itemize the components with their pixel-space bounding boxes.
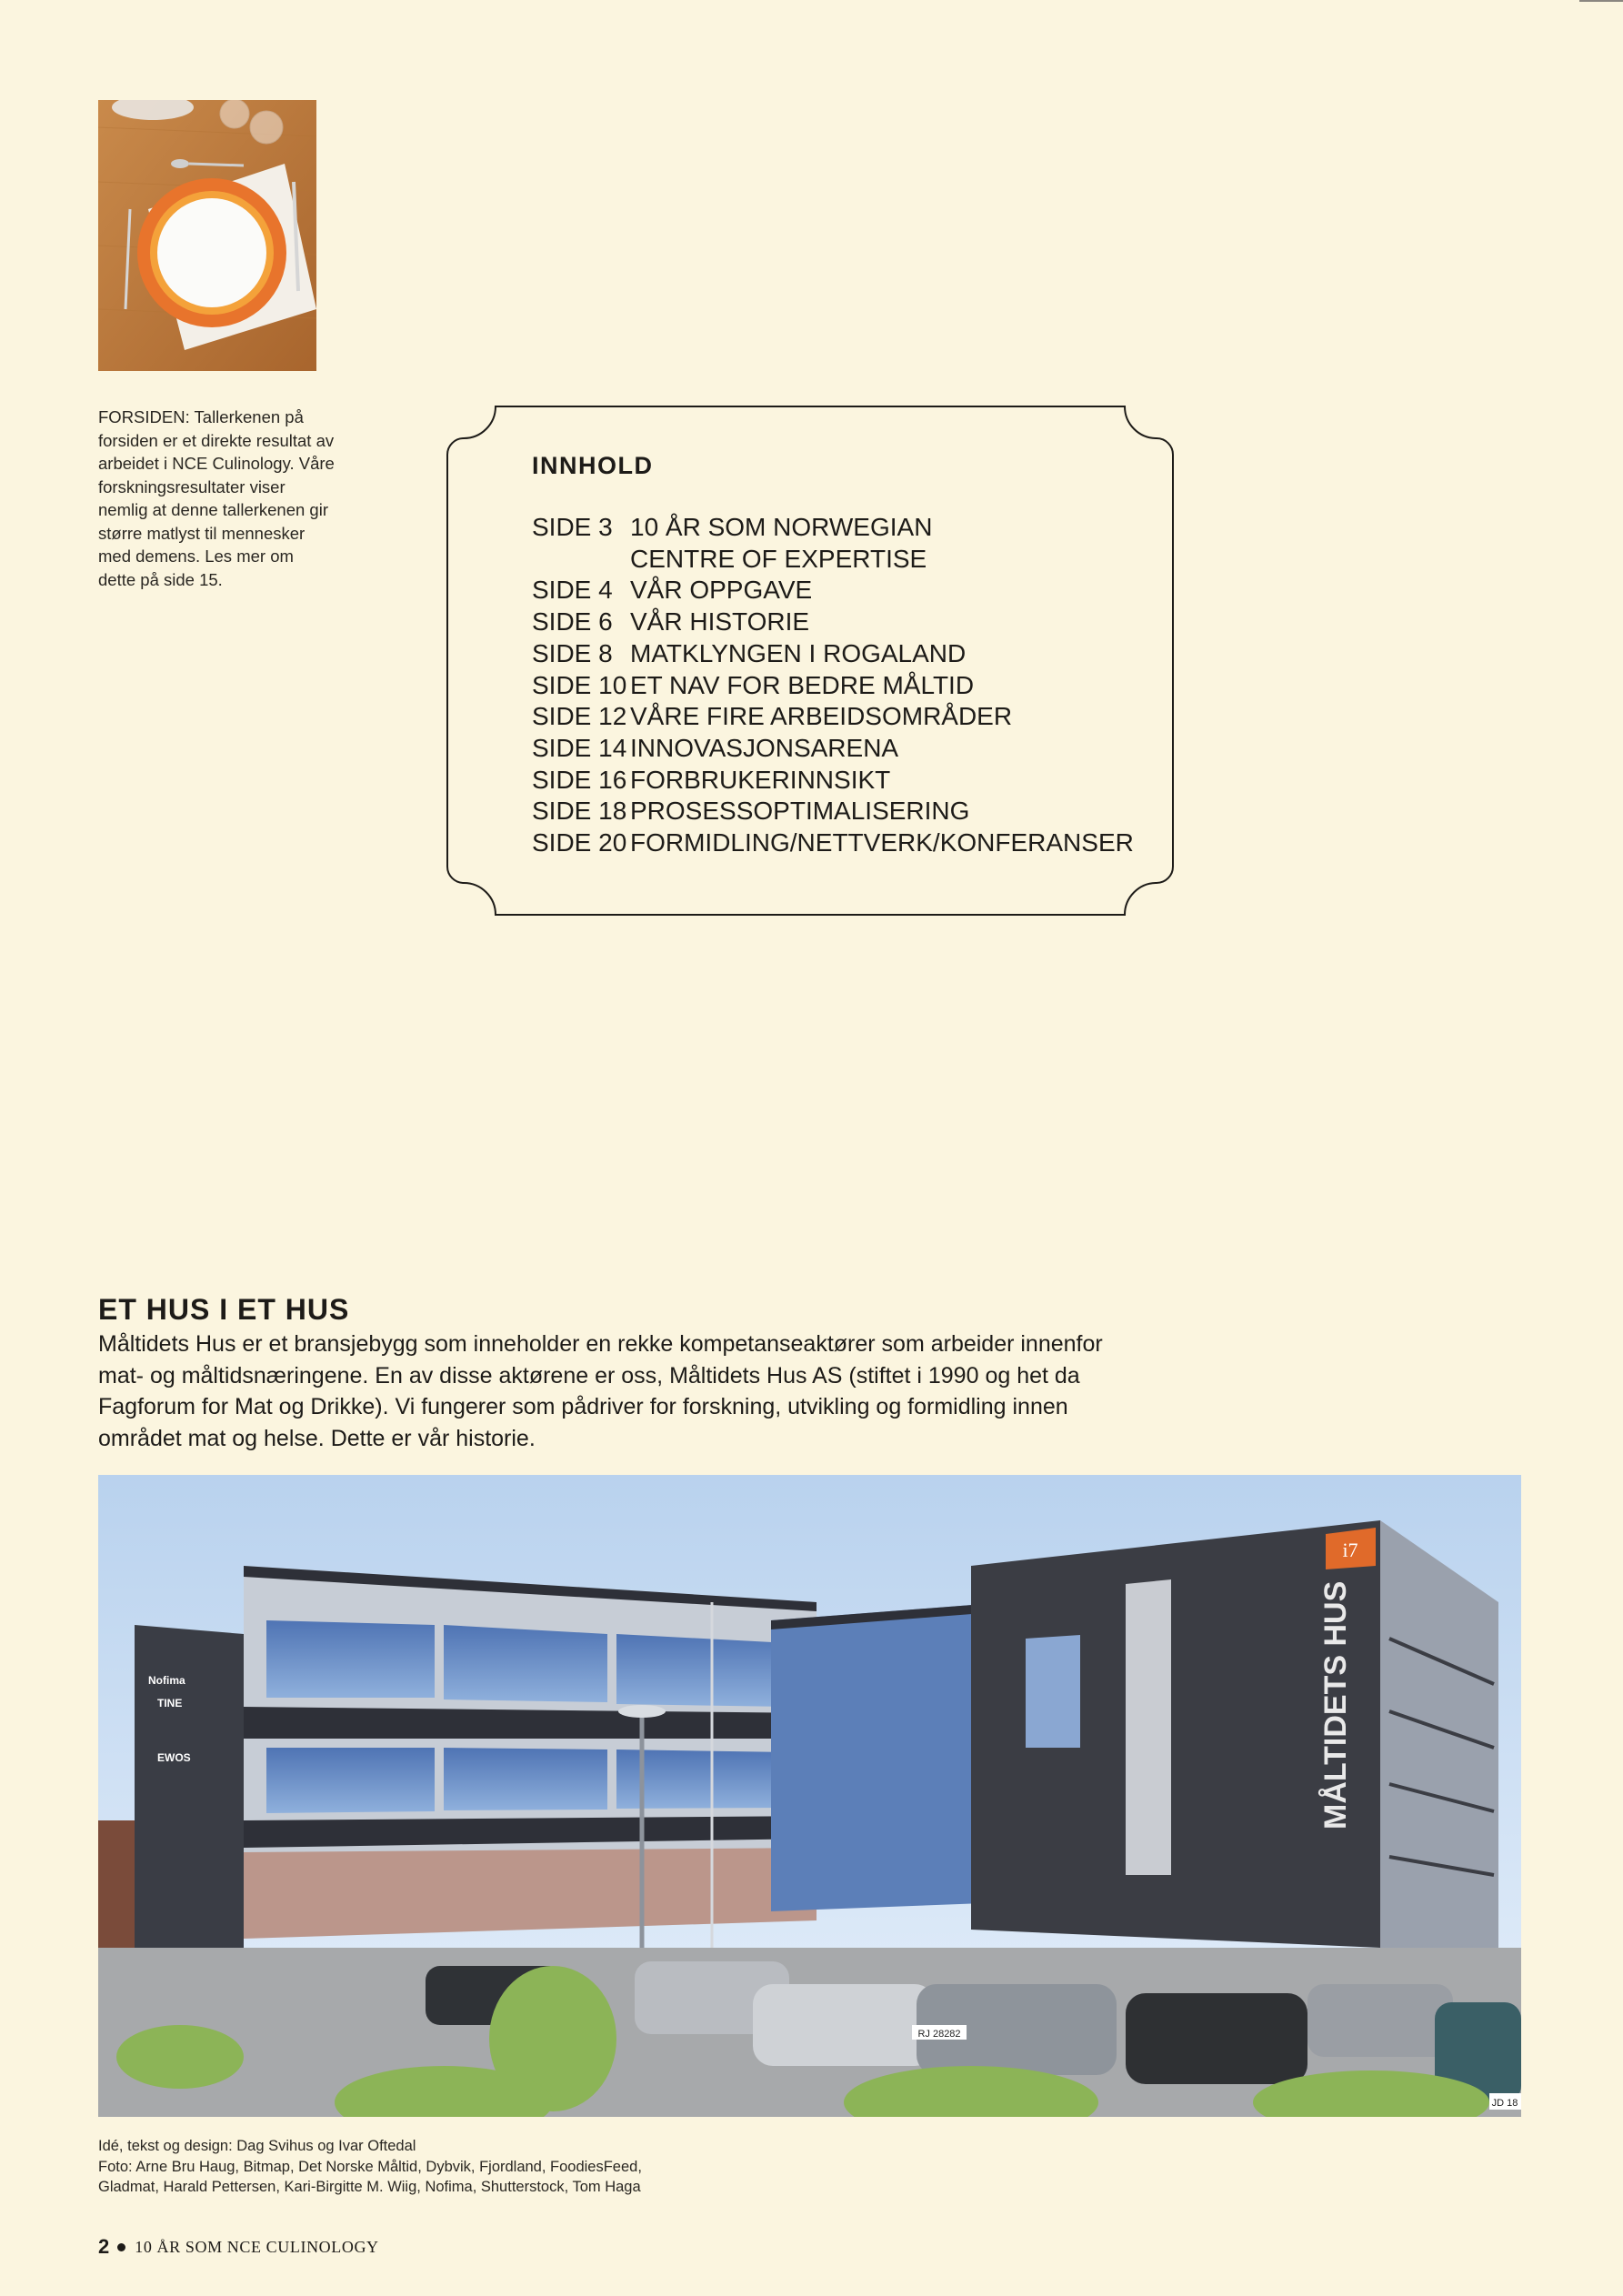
toc-item-page: SIDE 14 bbox=[532, 733, 627, 762]
toc-item-page: SIDE 18 bbox=[532, 797, 627, 826]
toc-item-page: SIDE 8 bbox=[532, 638, 613, 667]
toc-item bbox=[532, 670, 1134, 702]
toc-item-page: SIDE 10 bbox=[532, 670, 627, 699]
toc-item-title: VÅRE FIRE ARBEIDSOMRÅDER bbox=[630, 702, 1013, 731]
cover-photo bbox=[98, 100, 316, 371]
publication-title: 10 ÅR SOM NCE CULINOLOGY bbox=[135, 2237, 379, 2256]
toc-title: INNHOLD bbox=[532, 452, 654, 479]
toc-item-title: PROSESSOPTIMALISERING bbox=[630, 797, 970, 826]
toc-item bbox=[532, 701, 1134, 733]
page-footer bbox=[98, 2235, 379, 2259]
toc-item bbox=[532, 544, 1134, 576]
toc-item-title: 10 ÅR SOM NORWEGIAN bbox=[630, 513, 933, 541]
building-illustration bbox=[98, 1475, 1521, 2117]
toc-item-title: INNOVASJONSARENA bbox=[630, 733, 899, 762]
toc-item-page: SIDE 16 bbox=[532, 765, 627, 794]
building-photo bbox=[98, 1475, 1521, 2117]
license-plate: RJ 28282 bbox=[917, 2029, 961, 2040]
toc-item bbox=[532, 733, 1134, 765]
toc-item-page: SIDE 3 bbox=[532, 513, 613, 541]
license-plate: JD 18 bbox=[1491, 2098, 1518, 2109]
cover-caption: FORSIDEN: Tallerkenen på forsiden er et direkte resultat av arbeidet i NCE Culinology. Våre forskningsresultater viser nemlig at denne tallerkenen gir større matlyst til mennesker med demens. Les mer om dette på side 15. bbox=[98, 407, 335, 589]
toc-item-page: SIDE 12 bbox=[532, 702, 627, 731]
toc-item bbox=[532, 607, 1134, 638]
toc-item-page bbox=[532, 544, 630, 576]
credits bbox=[98, 2136, 735, 2198]
toc-item bbox=[532, 575, 1134, 607]
toc-item-page: SIDE 4 bbox=[532, 576, 613, 605]
toc-item-title: FORMIDLING/NETTVERK/KONFERANSER bbox=[630, 828, 1134, 857]
tenant-logo: Nofima bbox=[148, 1674, 185, 1687]
plate-illustration bbox=[98, 100, 316, 371]
toc-item bbox=[532, 827, 1134, 859]
tenant-logo: TINE bbox=[157, 1697, 183, 1709]
toc-item bbox=[532, 638, 1134, 670]
toc-item-page: SIDE 6 bbox=[532, 607, 613, 637]
toc-item-title: MATKLYNGEN I ROGALAND bbox=[630, 638, 967, 667]
toc-item-title: FORBRUKERINNSIKT bbox=[630, 765, 891, 794]
building-sign: MÅLTIDETS HUS bbox=[1318, 1580, 1353, 1830]
toc-list bbox=[532, 512, 1134, 859]
toc-item-title: CENTRE OF EXPERTISE bbox=[630, 544, 927, 573]
toc-item bbox=[532, 512, 1134, 544]
section-title: ET HUS I ET HUS bbox=[98, 1293, 350, 1326]
building-number-sign: i7 bbox=[1342, 1539, 1358, 1561]
toc-item-title: VÅR OPPGAVE bbox=[630, 576, 813, 605]
toc-item bbox=[532, 765, 1134, 797]
tenant-logo: EWOS bbox=[157, 1751, 191, 1764]
credits-design: Idé, tekst og design: Dag Svihus og Ivar Oftedal bbox=[98, 2138, 416, 2154]
corner-mark bbox=[1579, 0, 1623, 2]
toc-item-page: SIDE 20 bbox=[532, 828, 627, 857]
credits-photo: Foto: Arne Bru Haug, Bitmap, Det Norske Måltid, Dybvik, Fjordland, FoodiesFeed, bbox=[98, 2158, 642, 2175]
page-number: 2 bbox=[98, 2235, 110, 2258]
bullet-icon bbox=[117, 2243, 125, 2251]
credits-photo-cont: Gladmat, Harald Pettersen, Kari-Birgitte M. Wiig, Nofima, Shutterstock, Tom Haga bbox=[98, 2179, 641, 2195]
toc-item-title: VÅR HISTORIE bbox=[630, 607, 810, 637]
toc-item bbox=[532, 796, 1134, 827]
section-body: Måltidets Hus er et bransjebygg som inneholder en rekke kompetanseaktører som arbeider innenfor mat- og måltidsnæringene. En av disse aktørene er oss, Måltidets Hus AS (stiftet i 1990 og het da Fagforum for Mat og Drikke). Vi fungerer som pådriver for forskning, utvikling og formidling innen området mat og helse. Dette er vår historie. bbox=[98, 1331, 1103, 1451]
toc-item-title: ET NAV FOR BEDRE MÅLTID bbox=[630, 670, 975, 699]
